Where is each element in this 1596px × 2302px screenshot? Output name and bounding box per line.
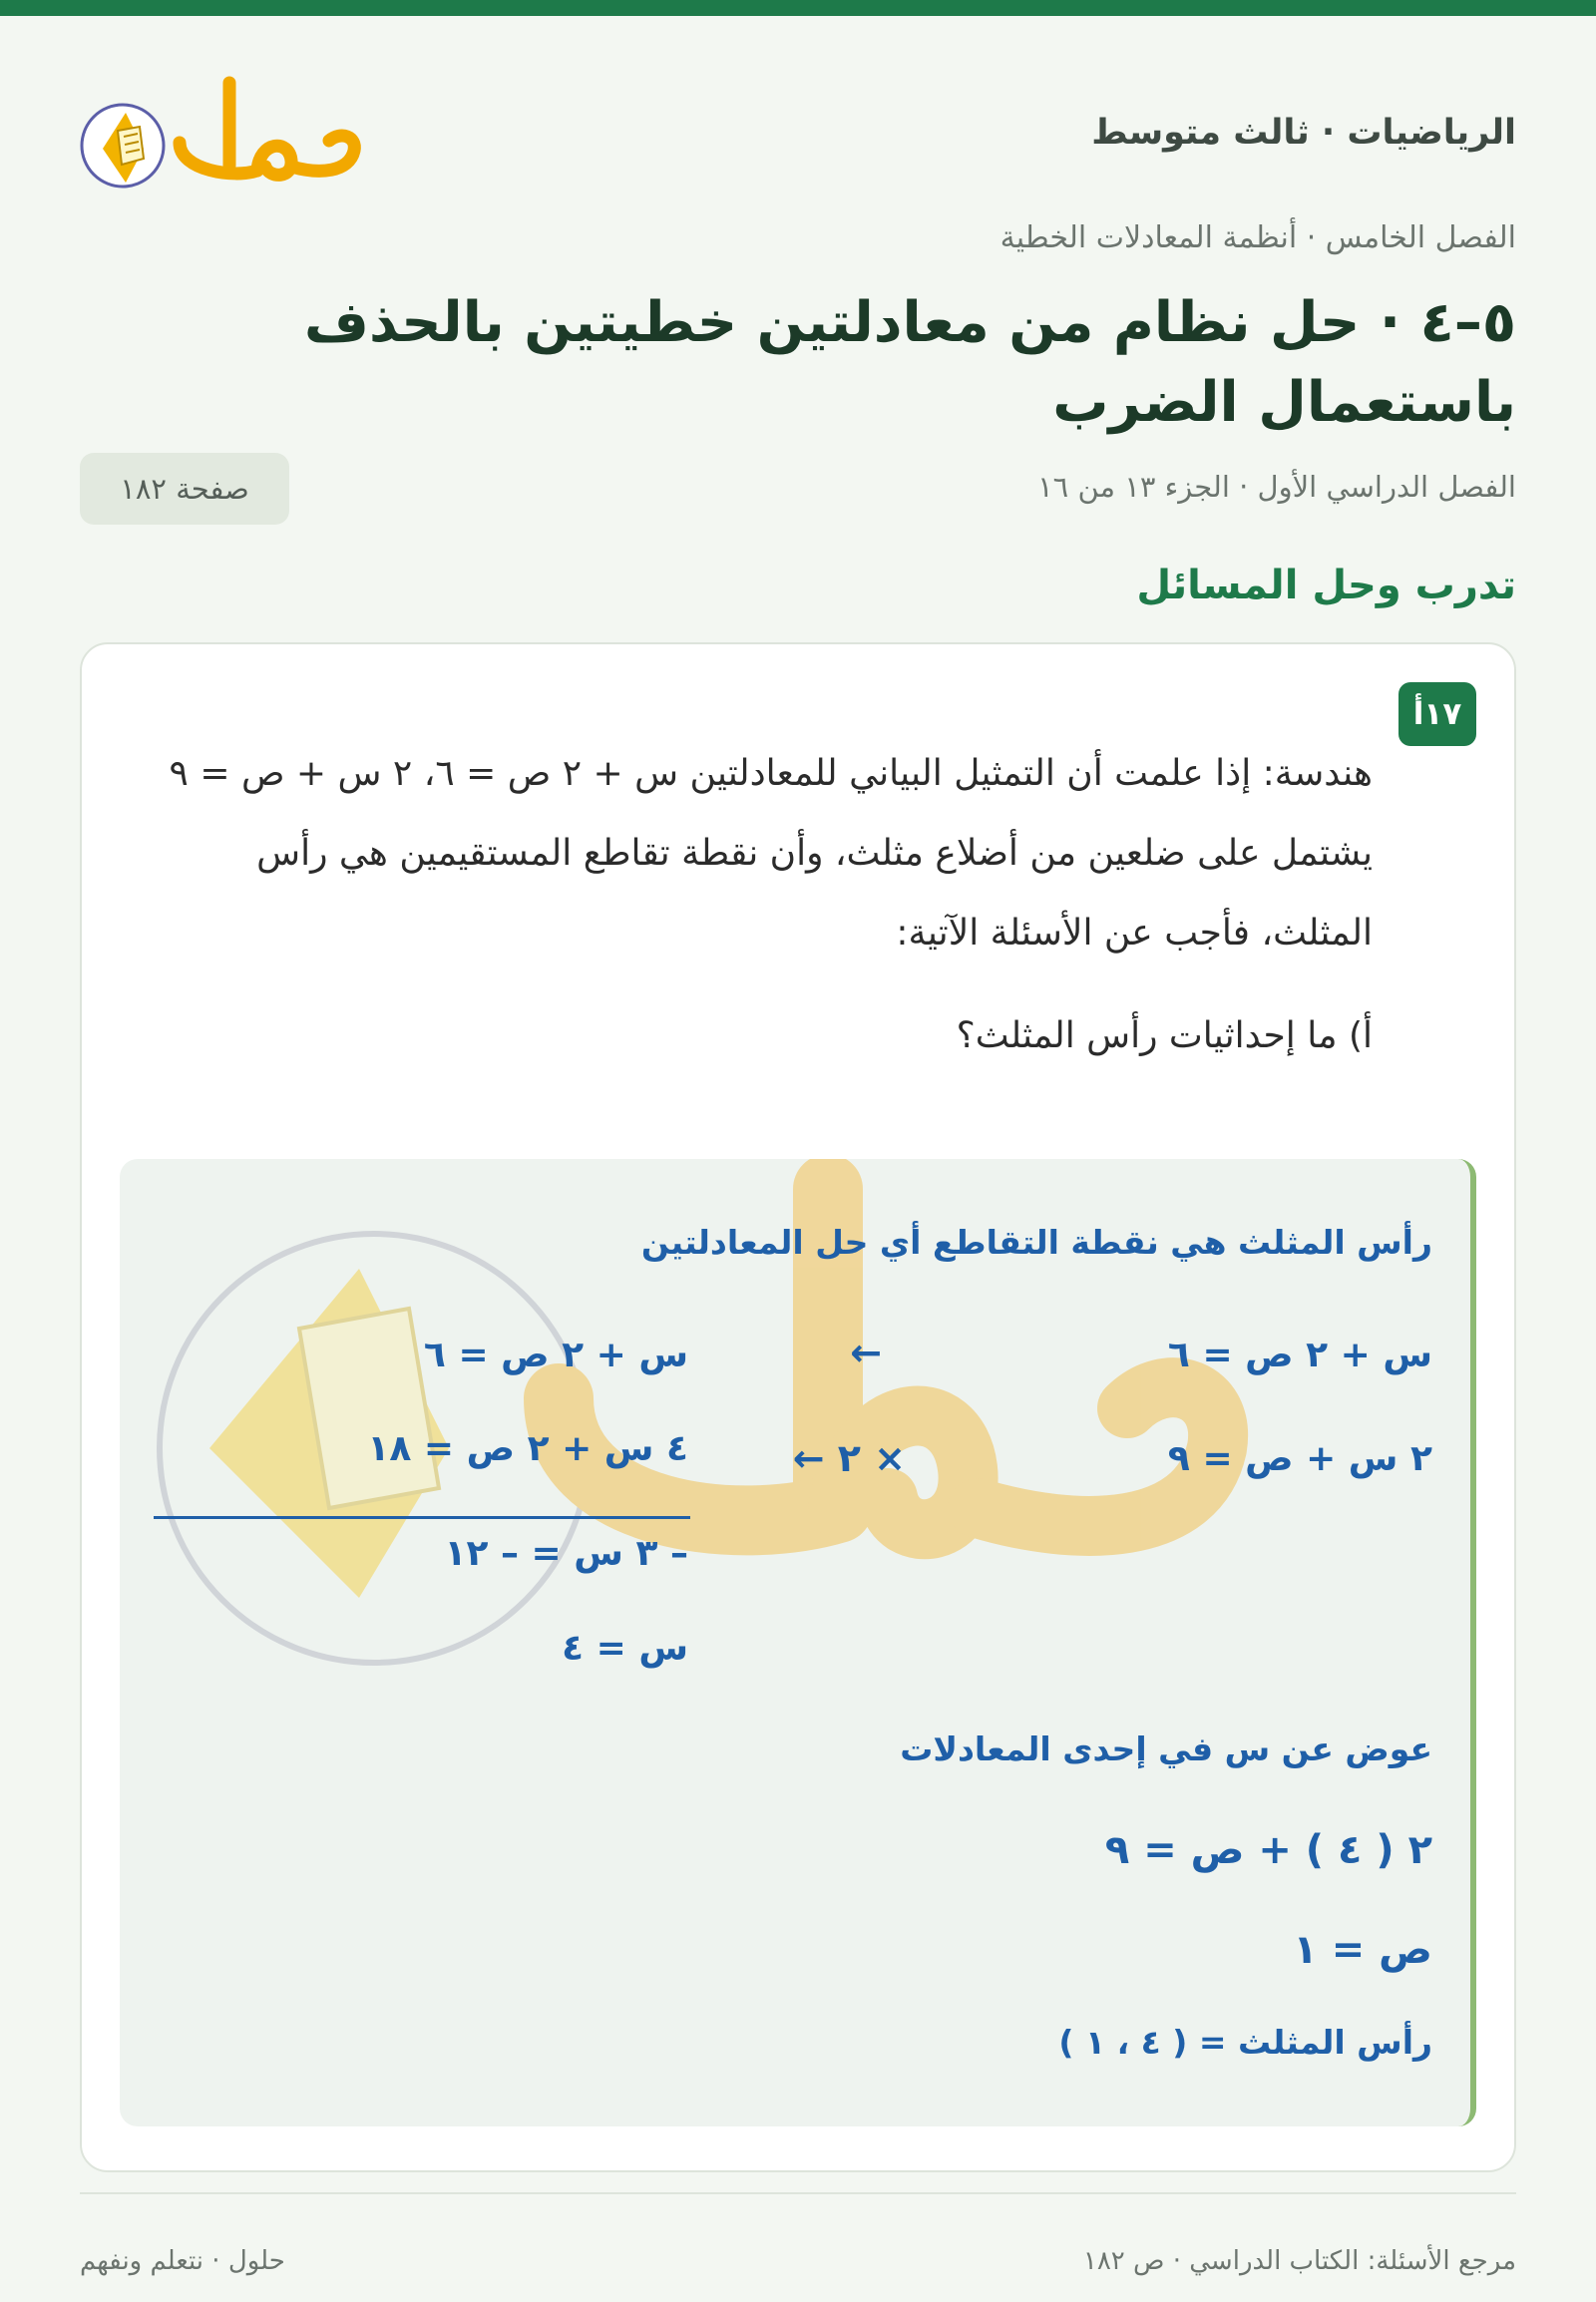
equation-2: ٢ س + ص = ٩ [1167, 1438, 1432, 1479]
equation-1-copy: س + ٢ ص = ٦ [423, 1335, 688, 1375]
question-number-badge: ١٧أ [1398, 682, 1476, 746]
footer-reference: مرجع الأسئلة: الكتاب الدراسي · ص ١٨٢ [1082, 2246, 1516, 2276]
solution-box [120, 1159, 1476, 2126]
section-title: تدرب وحل المسائل [1136, 563, 1516, 608]
multiply-arrow: × ٢ ← [792, 1436, 906, 1480]
page [80, 16, 1516, 2302]
x-value: س = ٤ [562, 1628, 688, 1669]
footer [80, 2192, 1516, 2276]
question-part-a: أ) ما إحداثيات رأس المثلث؟ [956, 1015, 1373, 1056]
question-card [80, 642, 1516, 2172]
substitute-instruction: عوض عن س في إحدى المعادلات [900, 1729, 1432, 1768]
page-title: ٥–٤ · حل نظام من معادلتين خطيتين بالحذف باستعمال الضرب [303, 290, 1516, 435]
hulul-watermark-icon [120, 1159, 1476, 2126]
arrow-1: ← [850, 1331, 882, 1374]
top-accent-bar [0, 0, 1596, 16]
subject-label: الرياضيات · ثالث متوسط [1091, 113, 1516, 153]
vertex-answer: رأس المثلث = ( ٤ ، ١ ) [1058, 2023, 1432, 2062]
equation-2-multiplied: ٤ س + ٢ ص = ١٨ [367, 1428, 688, 1469]
y-value: ص = ١ [1293, 1927, 1432, 1973]
subtraction-line [154, 1516, 690, 1519]
question-text: هندسة: إذا علمت أن التمثيل البياني للمعادلتين س + ٢ ص = ٦، ٢ س + ص = ٩ يشتمل على ضلعين من أضلاع مثلث، وأن نقطة تقاطع المستقيمين هي رأس المثلث، فأجب عن الأسئلة الآتية: [169, 753, 1373, 954]
equation-1: س + ٢ ص = ٦ [1167, 1335, 1432, 1375]
substitution-equation: ٢ ( ٤ ) + ص = ٩ [1104, 1827, 1432, 1873]
breadcrumb[interactable]: الفصل الخامس · أنظمة المعادلات الخطية [999, 220, 1516, 255]
difference-equation: – ٣ س = – ١٢ [444, 1533, 688, 1574]
header [80, 71, 1516, 205]
hulul-logo[interactable] [80, 71, 369, 205]
lesson-meta: الفصل الدراسي الأول · الجزء ١٣ من ١٦ [1037, 470, 1516, 504]
page-number-badge: صفحة ١٨٢ [80, 453, 289, 525]
footer-brand[interactable]: حلول · نتعلم ونفهم [80, 2246, 285, 2276]
hulul-logo-icon [80, 71, 369, 205]
solution-intro: رأس المثلث هي نقطة التقاطع أي حل المعادلتين [640, 1223, 1432, 1262]
